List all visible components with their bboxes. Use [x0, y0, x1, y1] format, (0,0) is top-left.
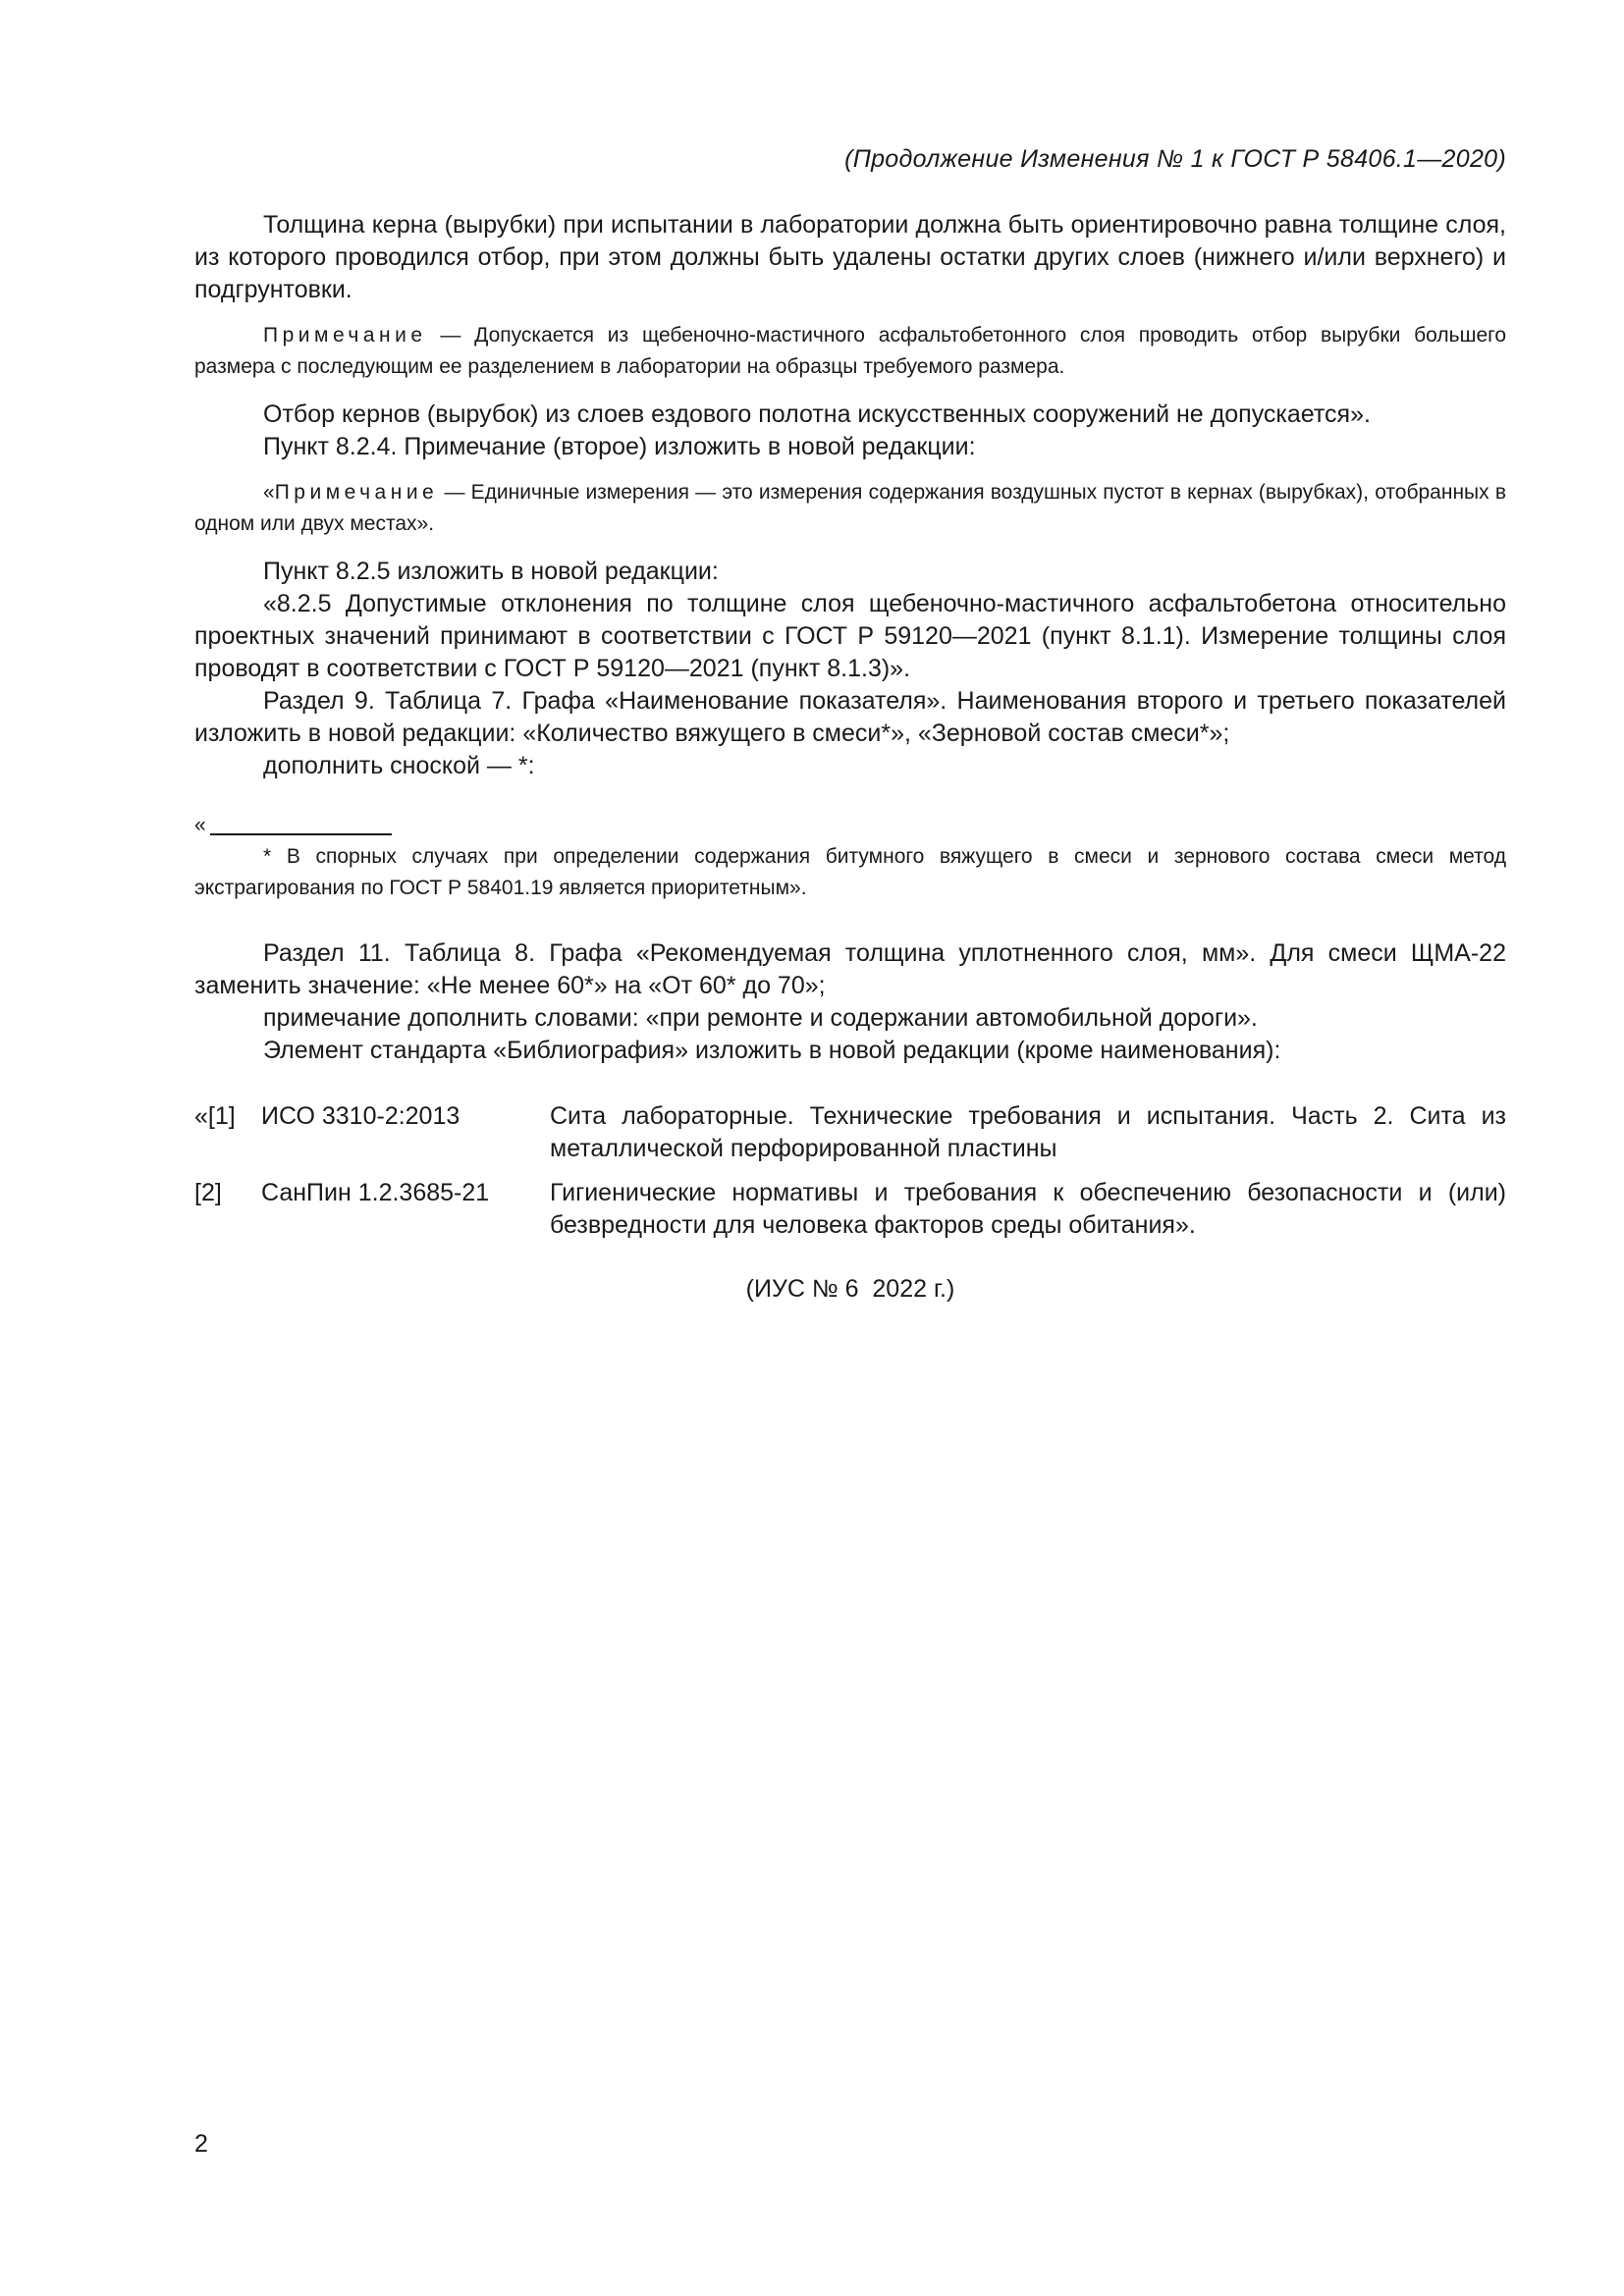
paragraph: дополнить сноской — *: [263, 752, 535, 779]
bib-number: [2] [194, 1179, 222, 1206]
bib-code: ИСО 3310-2:2013 [261, 1102, 460, 1130]
bib-description: Гигиенические нормативы и требования к обеспечению безопасности и (или) безвредности для человека факторов среды обитания». [550, 1179, 1506, 1239]
footnote-open-quote: « [194, 814, 206, 836]
paragraph: Толщина керна (вырубки) при испытании в лаборатории должна быть ориентировочно равна толщине слоя, из которого проводился отбор, при этом должны быть удалены остатки других слоев (нижнего и/или верхнего) и подгрунтовки. [194, 211, 1506, 303]
ius-reference: (ИУС № 6 2022 г.) [745, 1275, 955, 1303]
footnote-text: * В спорных случаях при определении содержания битумного вяжущего в смеси и зернового состава смеси метод экстрагирования по ГОСТ Р 58401.19 является приоритетным». [194, 845, 1506, 899]
paragraph: Раздел 9. Таблица 7. Графа «Наименование показателя». Наименования второго и третьего показателей изложить в новой редакции: «Количество вяжущего в смеси*», «Зерновой состав смеси*»; [194, 687, 1506, 747]
paragraph: Отбор кернов (вырубок) из слоев ездового полотна искусственных сооружений не допускается». [263, 400, 1371, 428]
paragraph: Раздел 11. Таблица 8. Графа «Рекомендуемая толщина уплотненного слоя, мм». Для смеси ЩМА-22 заменить значение: «Не менее 60*» на «От 60* до 70»; [194, 939, 1506, 999]
bib-description: Сита лабораторные. Технические требования и испытания. Часть 2. Сита из металлической перфорированной пластины [550, 1102, 1506, 1162]
note-label: Примечание [263, 324, 427, 347]
note-text: — Единичные измерения — это измерения содержания воздушных пустот в кернах (вырубках), отобранных в одном или двух местах». [194, 481, 1506, 535]
bib-code: СанПин 1.2.3685-21 [261, 1179, 490, 1206]
note-label: Примечание [274, 481, 439, 504]
page-number: 2 [194, 2130, 208, 2158]
note-paragraph [194, 477, 1506, 540]
paragraph: «8.2.5 Допустимые отклонения по толщине слоя щебеночно-мастичного асфальтобетона относительно проектных значений принимают в соответствии с ГОСТ Р 59120—2021 (пункт 8.1.1). Измерение толщины слоя проводят в соответствии с ГОСТ Р 59120—2021 (пункт 8.1.3)». [194, 590, 1506, 682]
bib-number: «[1] [194, 1102, 236, 1130]
running-header: (Продолжение Изменения № 1 к ГОСТ Р 58406.1—2020) [844, 145, 1506, 173]
paragraph: Элемент стандарта «Библиография» изложить в новой редакции (кроме наименования): [263, 1037, 1281, 1064]
note-paragraph [194, 320, 1506, 383]
paragraph: Пункт 8.2.5 изложить в новой редакции: [263, 558, 719, 585]
footnote-separator [194, 816, 1506, 841]
bibliography-list [194, 1100, 1506, 1242]
paragraph: Пункт 8.2.4. Примечание (второе) изложить в новой редакции: [263, 433, 976, 460]
note-open-quote: « [263, 481, 275, 504]
footnote-rule-line [210, 833, 392, 835]
paragraph: примечание дополнить словами: «при ремонте и содержании автомобильной дороги». [263, 1004, 1258, 1032]
document-body [194, 209, 1506, 1304]
note-text: — Допускается из щебеночно-мастичного асфальтобетонного слоя проводить отбор вырубки большего размера с последующим ее разделением в лаборатории на образцы требуемого размера. [194, 324, 1506, 378]
